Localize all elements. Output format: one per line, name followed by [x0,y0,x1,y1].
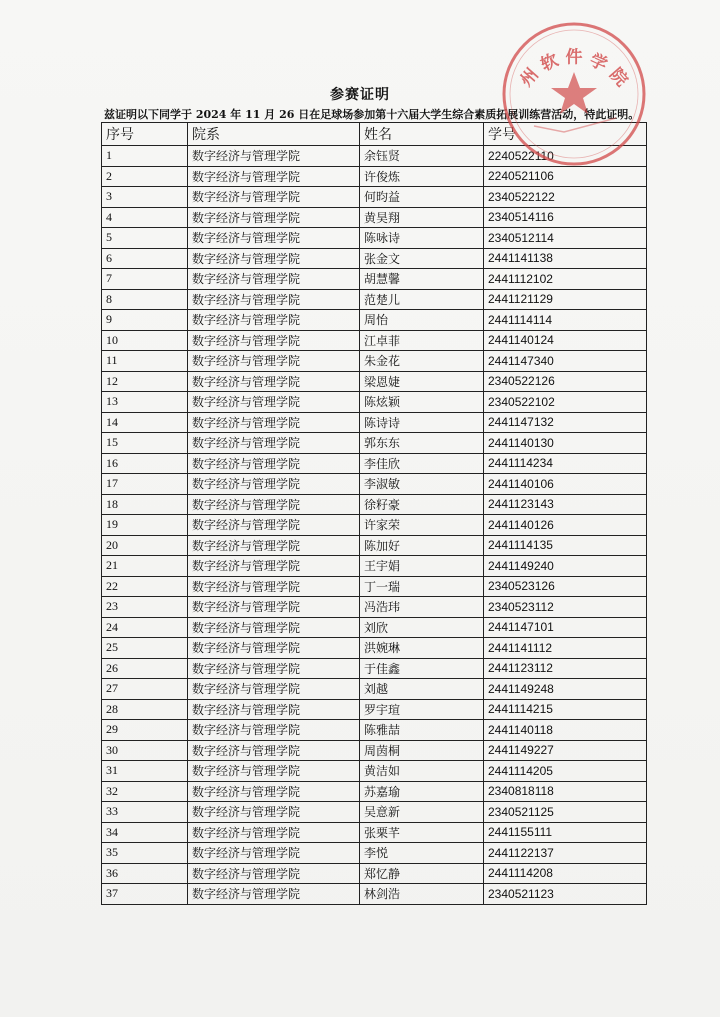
cell-student-name: 陈雅喆 [360,720,484,741]
cell-student-name: 丁一瑞 [360,576,484,597]
cell-student-id: 2340521125 [484,802,647,823]
cell-serial-number: 6 [102,248,188,269]
table-row [102,515,647,536]
table-row [102,699,647,720]
cell-serial-number: 8 [102,289,188,310]
cell-student-id: 2441123143 [484,494,647,515]
cell-department: 数字经济与管理学院 [188,187,360,208]
table-row [102,371,647,392]
cell-student-name: 周怡 [360,310,484,331]
table-row [102,802,647,823]
cell-department: 数字经济与管理学院 [188,699,360,720]
cell-student-id: 2441140124 [484,330,647,351]
cell-student-id: 2441147340 [484,351,647,372]
cell-serial-number: 37 [102,884,188,905]
cell-student-id: 2441140130 [484,433,647,454]
cell-student-id: 2441114114 [484,310,647,331]
cell-department: 数字经济与管理学院 [188,146,360,167]
cell-student-name: 吴意新 [360,802,484,823]
cell-department: 数字经济与管理学院 [188,289,360,310]
cell-student-id: 2441123112 [484,658,647,679]
cell-serial-number: 20 [102,535,188,556]
table-row [102,638,647,659]
table-row [102,720,647,741]
header-name: 姓名 [360,123,484,146]
cell-student-id: 2240522110 [484,146,647,167]
cell-student-id: 2441114234 [484,453,647,474]
table-row [102,187,647,208]
cell-department: 数字经济与管理学院 [188,740,360,761]
table-row [102,269,647,290]
cell-student-id: 2340522126 [484,371,647,392]
cell-serial-number: 17 [102,474,188,495]
cell-student-id: 2340523126 [484,576,647,597]
table-row [102,228,647,249]
seal-lower-mark [534,118,616,132]
cell-student-name: 林剑浩 [360,884,484,905]
cell-student-id: 2340523112 [484,597,647,618]
cell-student-name: 李佳欣 [360,453,484,474]
cell-student-name: 苏嘉瑜 [360,781,484,802]
cell-serial-number: 1 [102,146,188,167]
cell-student-name: 黄洁如 [360,761,484,782]
table-row [102,822,647,843]
cell-department: 数字经济与管理学院 [188,474,360,495]
cell-serial-number: 2 [102,166,188,187]
cell-serial-number: 31 [102,761,188,782]
cell-student-name: 朱金花 [360,351,484,372]
cell-student-id: 2441140118 [484,720,647,741]
table-body [102,146,647,905]
cell-student-id: 2340522102 [484,392,647,413]
cell-student-name: 江卓菲 [360,330,484,351]
cell-department: 数字经济与管理学院 [188,412,360,433]
cell-serial-number: 24 [102,617,188,638]
cell-serial-number: 30 [102,740,188,761]
table-row [102,576,647,597]
table-row [102,351,647,372]
cell-serial-number: 15 [102,433,188,454]
official-seal-stamp [494,14,654,174]
cell-serial-number: 25 [102,638,188,659]
document-title: 参赛证明 [330,87,390,103]
cell-student-name: 洪婉琳 [360,638,484,659]
cell-serial-number: 7 [102,269,188,290]
table-row [102,679,647,700]
cell-serial-number: 10 [102,330,188,351]
cell-serial-number: 32 [102,781,188,802]
cell-department: 数字经济与管理学院 [188,515,360,536]
cell-department: 数字经济与管理学院 [188,535,360,556]
table-row [102,535,647,556]
cell-serial-number: 16 [102,453,188,474]
cell-student-id: 2441140106 [484,474,647,495]
cell-serial-number: 35 [102,843,188,864]
table-row [102,433,647,454]
cell-department: 数字经济与管理学院 [188,330,360,351]
table-row [102,207,647,228]
table-row [102,740,647,761]
cell-student-id: 2441140126 [484,515,647,536]
cell-student-id: 2441147101 [484,617,647,638]
cell-department: 数字经济与管理学院 [188,761,360,782]
cell-student-id: 2441112102 [484,269,647,290]
cell-department: 数字经济与管理学院 [188,597,360,618]
cell-student-id: 2441122137 [484,843,647,864]
cell-student-name: 何昀益 [360,187,484,208]
cell-department: 数字经济与管理学院 [188,658,360,679]
seal-star-icon [551,72,597,114]
cell-serial-number: 18 [102,494,188,515]
cell-student-name: 李悦 [360,843,484,864]
cell-department: 数字经济与管理学院 [188,843,360,864]
cell-student-name: 黄昊翔 [360,207,484,228]
cell-student-name: 陈加好 [360,535,484,556]
cell-serial-number: 33 [102,802,188,823]
cell-student-id: 2441149248 [484,679,647,700]
cell-serial-number: 14 [102,412,188,433]
cell-student-id: 2441149227 [484,740,647,761]
cell-student-name: 胡慧馨 [360,269,484,290]
table-row [102,843,647,864]
participant-table [101,122,647,905]
cell-serial-number: 28 [102,699,188,720]
cell-student-id: 2441114215 [484,699,647,720]
cell-department: 数字经济与管理学院 [188,351,360,372]
cell-department: 数字经济与管理学院 [188,576,360,597]
table-row [102,248,647,269]
cell-student-id: 2441114135 [484,535,647,556]
cell-serial-number: 23 [102,597,188,618]
cell-student-name: 罗宇瑄 [360,699,484,720]
cell-student-id: 2340521123 [484,884,647,905]
cell-department: 数字经济与管理学院 [188,638,360,659]
cell-student-name: 许家荣 [360,515,484,536]
cell-serial-number: 21 [102,556,188,577]
cell-department: 数字经济与管理学院 [188,310,360,331]
cell-serial-number: 27 [102,679,188,700]
cell-serial-number: 5 [102,228,188,249]
cell-student-name: 刘越 [360,679,484,700]
cell-student-name: 刘欣 [360,617,484,638]
cell-serial-number: 26 [102,658,188,679]
table-row [102,556,647,577]
cell-serial-number: 22 [102,576,188,597]
table-row [102,453,647,474]
table-row [102,494,647,515]
cell-serial-number: 29 [102,720,188,741]
cell-student-name: 许俊炼 [360,166,484,187]
cell-student-id: 2441121129 [484,289,647,310]
cell-student-name: 冯浩玮 [360,597,484,618]
table-row [102,597,647,618]
table-row [102,761,647,782]
cell-department: 数字经济与管理学院 [188,433,360,454]
cell-student-name: 李淑敏 [360,474,484,495]
cell-student-id: 2340818118 [484,781,647,802]
cell-student-id: 2441147132 [484,412,647,433]
cell-department: 数字经济与管理学院 [188,207,360,228]
table-row [102,863,647,884]
cell-department: 数字经济与管理学院 [188,679,360,700]
cell-department: 数字经济与管理学院 [188,228,360,249]
cell-student-name: 郑忆静 [360,863,484,884]
cell-department: 数字经济与管理学院 [188,720,360,741]
seal-text: 州 软 件 学 院 [516,47,632,91]
cell-student-name: 余钰贤 [360,146,484,167]
cell-department: 数字经济与管理学院 [188,494,360,515]
cell-serial-number: 9 [102,310,188,331]
cell-student-id: 2240521106 [484,166,647,187]
cell-student-name: 于佳鑫 [360,658,484,679]
cell-student-id: 2441141138 [484,248,647,269]
cell-department: 数字经济与管理学院 [188,822,360,843]
cell-department: 数字经济与管理学院 [188,863,360,884]
table-row [102,289,647,310]
table-row [102,781,647,802]
header-student-id: 学号 [484,123,647,146]
table-row [102,392,647,413]
cell-serial-number: 3 [102,187,188,208]
cell-student-name: 陈诗诗 [360,412,484,433]
cell-department: 数字经济与管理学院 [188,269,360,290]
cell-student-name: 陈咏诗 [360,228,484,249]
table-row [102,474,647,495]
cell-student-name: 范楚儿 [360,289,484,310]
cell-department: 数字经济与管理学院 [188,781,360,802]
cell-student-name: 徐籽豪 [360,494,484,515]
cell-student-id: 2340522122 [484,187,647,208]
header-serial-number: 序号 [102,123,188,146]
cell-student-id: 2441155111 [484,822,647,843]
table-row [102,412,647,433]
cell-serial-number: 4 [102,207,188,228]
table-row [102,884,647,905]
cell-department: 数字经济与管理学院 [188,248,360,269]
cell-serial-number: 12 [102,371,188,392]
cell-department: 数字经济与管理学院 [188,802,360,823]
cell-department: 数字经济与管理学院 [188,556,360,577]
cell-student-name: 梁恩婕 [360,371,484,392]
certification-statement: 兹证明以下同学于 2024 年 11 月 26 日在足球场参加第十六届大学生综合素质拓展训练营活动，特此证明。 [104,108,640,121]
cell-department: 数字经济与管理学院 [188,884,360,905]
cell-department: 数字经济与管理学院 [188,371,360,392]
cell-serial-number: 36 [102,863,188,884]
cell-student-name: 张栗芊 [360,822,484,843]
cell-student-name: 张金文 [360,248,484,269]
cell-department: 数字经济与管理学院 [188,166,360,187]
cell-student-name: 郭东东 [360,433,484,454]
cell-serial-number: 11 [102,351,188,372]
cell-student-id: 2340514116 [484,207,647,228]
cell-serial-number: 34 [102,822,188,843]
table-row [102,310,647,331]
cell-student-name: 陈炫颖 [360,392,484,413]
cell-student-id: 2340512114 [484,228,647,249]
cell-student-id: 2441114208 [484,863,647,884]
cell-student-id: 2441114205 [484,761,647,782]
table-row [102,330,647,351]
cell-serial-number: 13 [102,392,188,413]
cell-department: 数字经济与管理学院 [188,453,360,474]
header-department: 院系 [188,123,360,146]
table-row [102,617,647,638]
cell-student-name: 王宇娟 [360,556,484,577]
cell-student-id: 2441149240 [484,556,647,577]
table-row [102,658,647,679]
cell-department: 数字经济与管理学院 [188,392,360,413]
cell-serial-number: 19 [102,515,188,536]
cell-student-name: 周茵桐 [360,740,484,761]
cell-student-id: 2441141112 [484,638,647,659]
cell-department: 数字经济与管理学院 [188,617,360,638]
